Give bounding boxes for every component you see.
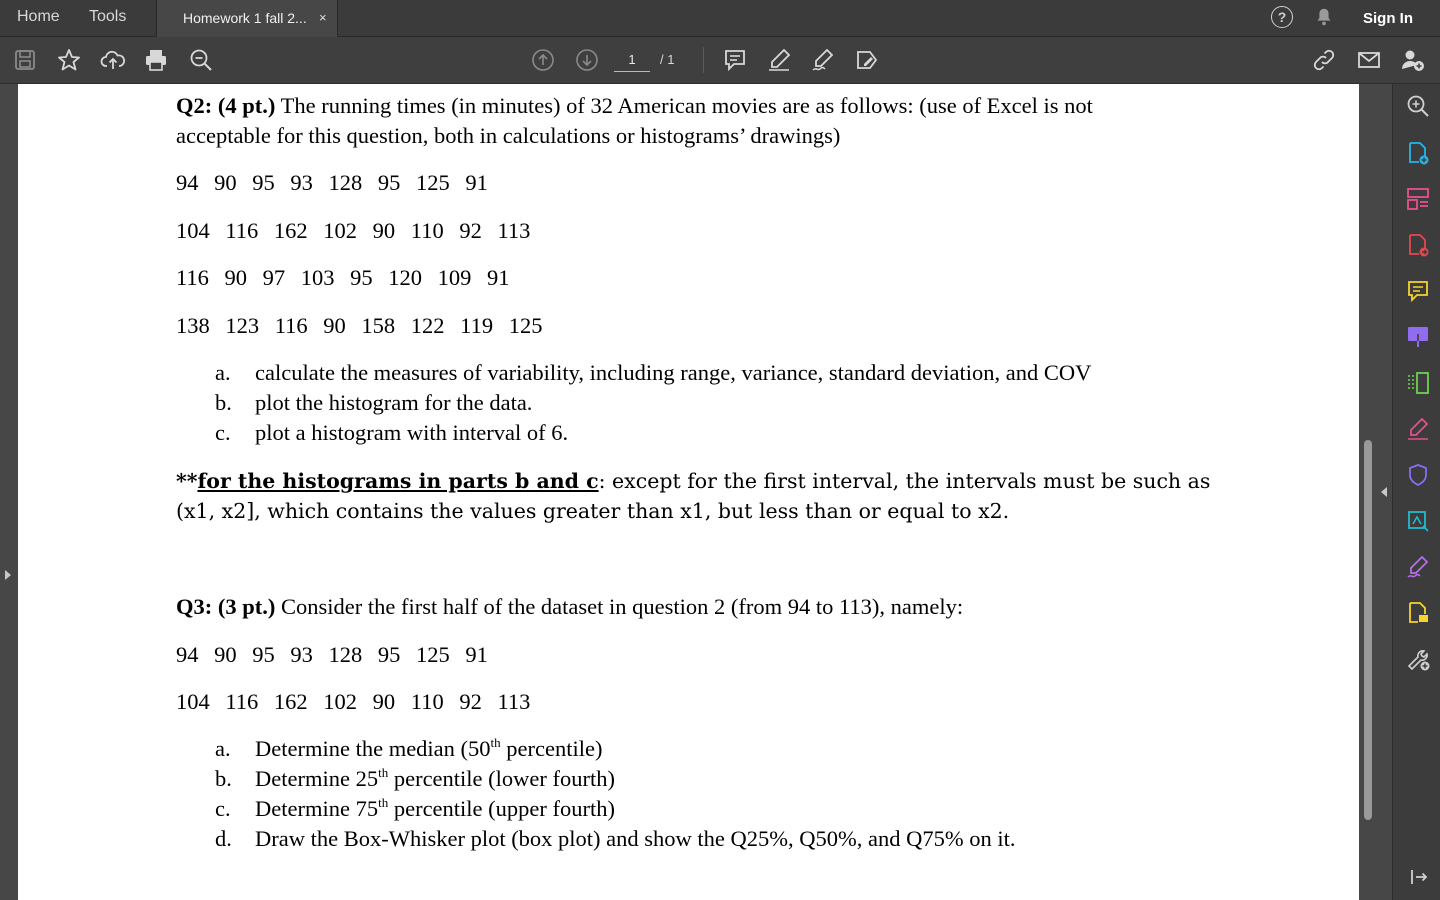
mail-icon[interactable]: [1356, 47, 1382, 73]
q2-item-b: [18, 390, 1318, 420]
collapse-panel-icon[interactable]: [1405, 864, 1431, 890]
sign-in-button[interactable]: Sign In: [1363, 10, 1413, 27]
q2-text-line1: The running times (in minutes) of 32 American movies are as follows: (use of Excel is not: [275, 93, 1093, 118]
q3-text: Consider the first half of the dataset in question 2 (from 94 to 113), namely:: [275, 594, 964, 619]
right-tools-panel: [1392, 84, 1440, 900]
close-tab-icon[interactable]: ×: [319, 10, 327, 25]
page-total: / 1: [660, 52, 675, 67]
list-marker: b.: [215, 766, 232, 791]
more-tools-icon[interactable]: [1405, 646, 1431, 672]
list-item-text: [255, 736, 602, 762]
q3-label: Q3: (3 pt.): [176, 594, 276, 619]
toolbar: [0, 37, 1440, 84]
highlight-pen-icon[interactable]: [766, 47, 792, 73]
request-signature-icon[interactable]: [1405, 554, 1431, 580]
expand-left-panel-icon[interactable]: [5, 570, 11, 580]
q3-item-a: [18, 736, 1318, 766]
list-item-text: [255, 796, 615, 822]
save-icon[interactable]: [12, 47, 38, 73]
note-rest: : except for the first interval, the intervals must be such as: [598, 469, 1211, 493]
add-user-icon[interactable]: [1400, 47, 1426, 73]
q2-item-c: [18, 420, 1318, 450]
send-for-signature-icon[interactable]: [1405, 508, 1431, 534]
ordinal-superscript: th: [490, 735, 501, 750]
tab-tools[interactable]: Tools: [89, 8, 127, 25]
help-icon[interactable]: ?: [1271, 6, 1293, 28]
tab-home[interactable]: Home: [17, 8, 60, 25]
list-item-text: [255, 766, 615, 792]
star-icon[interactable]: [56, 47, 82, 73]
organize-pages-icon[interactable]: [1405, 186, 1431, 212]
list-marker: d.: [215, 826, 232, 851]
sign-icon[interactable]: [810, 47, 836, 73]
q3-data-row: 104 116 162 102 90 110 92 113: [176, 689, 531, 714]
compress-pdf-icon[interactable]: [1405, 324, 1431, 350]
document-tab-label: Homework 1 fall 2...: [183, 10, 307, 26]
list-item-text: plot a histogram with interval of 6.: [255, 420, 569, 445]
cloud-upload-icon[interactable]: [100, 47, 126, 73]
item-text-before: Determine 75: [255, 796, 379, 821]
item-text-after: percentile (upper fourth): [388, 796, 615, 821]
pdf-page: [18, 84, 1359, 900]
edit-annotate-icon[interactable]: [854, 47, 880, 73]
q2-heading: [176, 93, 1093, 119]
link-icon[interactable]: [1311, 47, 1337, 73]
list-item-text: calculate the measures of variability, including range, variance, standard deviation, and COV: [255, 360, 1092, 385]
q2-text-line2: acceptable for this question, both in calculations or histograms’ drawings): [176, 123, 841, 148]
note-prefix: **: [176, 469, 198, 493]
comment-icon[interactable]: [722, 47, 748, 73]
q2-item-a: [18, 360, 1318, 390]
bell-icon[interactable]: [1313, 6, 1335, 28]
item-text-after: percentile (lower fourth): [388, 766, 615, 791]
collapse-right-panel-icon[interactable]: [1381, 487, 1387, 497]
list-marker: a.: [215, 736, 231, 761]
fill-sign-icon[interactable]: [1405, 416, 1431, 442]
page-down-icon[interactable]: [574, 47, 600, 73]
ordinal-superscript: th: [378, 765, 389, 780]
zoom-out-icon[interactable]: [188, 47, 214, 73]
tab-bar: [0, 0, 1440, 37]
list-marker: c.: [215, 420, 231, 445]
q2-data-row: 116 90 97 103 95 120 109 91: [176, 265, 510, 290]
q3-item-c: [18, 796, 1318, 826]
list-item-text: plot the histogram for the data.: [255, 390, 533, 415]
histogram-note-line1: [176, 469, 1210, 493]
ordinal-superscript: th: [378, 795, 389, 810]
item-text-after: percentile): [500, 736, 603, 761]
item-text-before: Determine 25: [255, 766, 379, 791]
list-marker: a.: [215, 360, 231, 385]
note-underlined: for the histograms in parts b and c: [197, 469, 599, 493]
q2-label: Q2: (4 pt.): [176, 93, 276, 118]
q3-item-b: [18, 766, 1318, 796]
create-pdf-icon[interactable]: [1405, 140, 1431, 166]
item-text-before: Determine the median (50: [255, 736, 491, 761]
comment-panel-icon[interactable]: [1405, 278, 1431, 304]
list-item-text: Draw the Box-Whisker plot (box plot) and show the Q25%, Q50%, and Q75% on it.: [255, 826, 1016, 851]
left-panel-strip: [0, 84, 18, 900]
q2-data-row: 104 116 162 102 90 110 92 113: [176, 218, 531, 243]
q3-item-d: [18, 826, 1318, 856]
q3-heading: [176, 594, 963, 620]
print-icon[interactable]: [143, 47, 169, 73]
toolbar-divider: [703, 47, 704, 73]
list-marker: c.: [215, 796, 231, 821]
histogram-note-line2: (x1, x2], which contains the values greater than x1, but less than or equal to x2.: [176, 499, 1010, 523]
scan-ocr-icon[interactable]: [1405, 370, 1431, 396]
scrollbar-thumb[interactable]: [1364, 440, 1372, 820]
q3-data-row: 94 90 95 93 128 95 125 91: [176, 642, 488, 667]
q2-data-row: 94 90 95 93 128 95 125 91: [176, 170, 488, 195]
list-marker: b.: [215, 390, 232, 415]
page-up-icon[interactable]: [530, 47, 556, 73]
tab-document[interactable]: [156, 0, 338, 37]
q2-data-row: 138 123 116 90 158 122 119 125: [176, 313, 543, 338]
page-number-input[interactable]: 1: [614, 49, 650, 72]
protect-icon[interactable]: [1405, 462, 1431, 488]
export-pdf-icon[interactable]: [1405, 232, 1431, 258]
stamp-icon[interactable]: [1405, 600, 1431, 626]
zoom-in-icon[interactable]: [1405, 93, 1431, 119]
